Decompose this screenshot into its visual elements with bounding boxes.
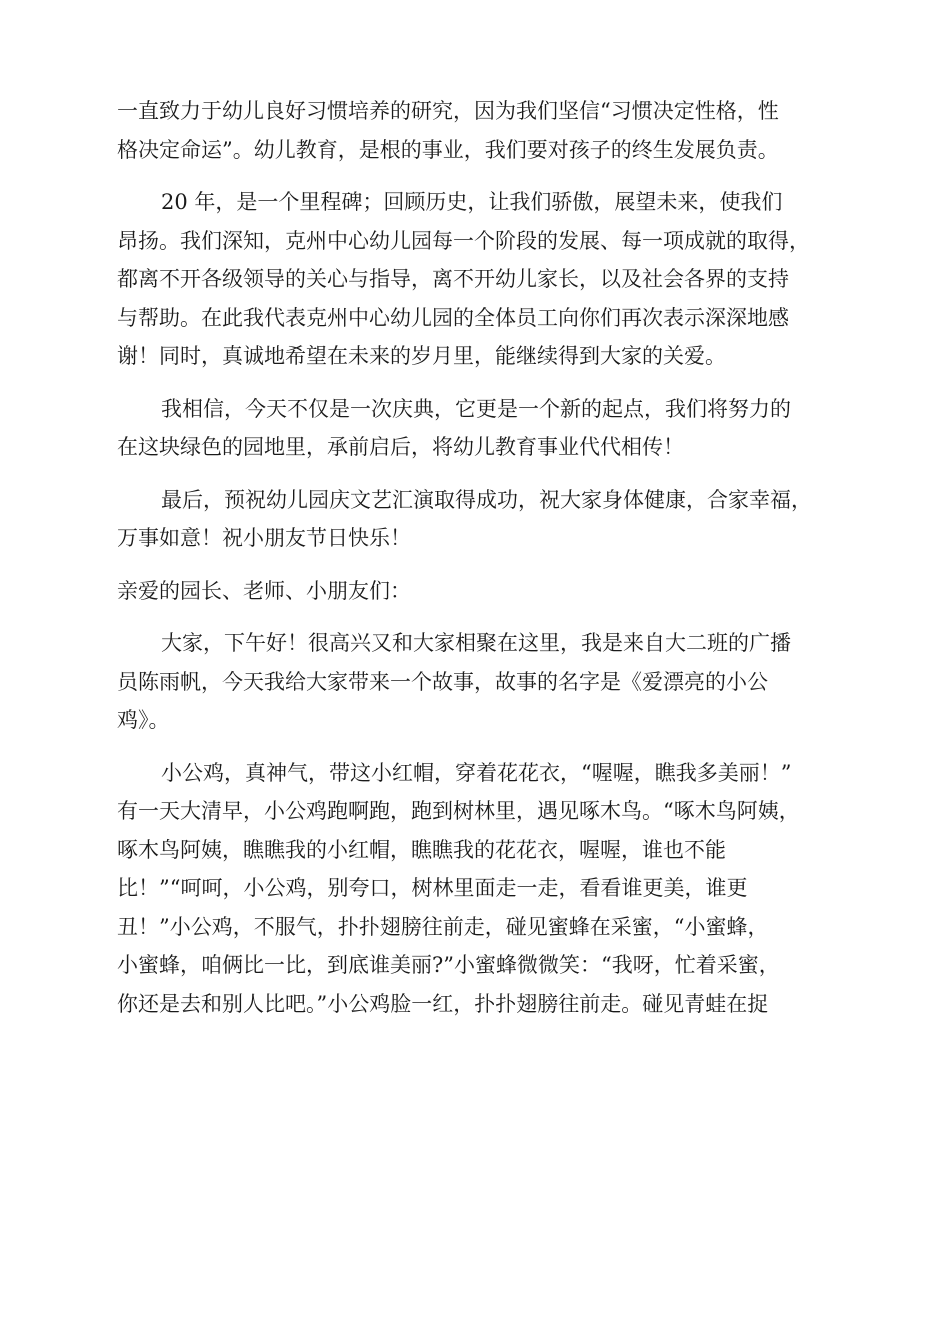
- text-line: 小公鸡，真神气，带这小红帽，穿着花花衣，“喔喔，瞧我多美丽！”: [161, 760, 792, 785]
- text-line: 昂扬。我们深知，克州中心幼儿园每一个阶段的发展、每一项成就的取得，: [117, 228, 810, 253]
- text-line: 小蜜蜂，咱俩比一比，到底谁美丽?”小蜜蜂微微笑：“我呀，忙着采蜜，: [117, 953, 780, 977]
- text-line: 格决定命运”。幼儿教育，是根的事业，我们要对孩子的终生发展负责。: [117, 137, 779, 162]
- text-line: 员陈雨帆，今天我给大家带来一个故事，故事的名字是《爱漂亮的小公: [117, 669, 768, 694]
- text-line: 一直致力于幼儿良好习惯培养的研究，因为我们坚信“习惯决定性格，性: [117, 99, 779, 123]
- text-line: 谢！同时，真诚地希望在未来的岁月里，能继续得到大家的关爱。: [117, 344, 726, 368]
- text-line: 有一天大清早，小公鸡跑啊跑，跑到树林里，遇见啄木鸟。“啄木鸟阿姨，: [117, 799, 800, 823]
- text-line: 在这块绿色的园地里，承前启后，将幼儿教育事业代代相传！: [117, 435, 684, 459]
- text-line: 我相信，今天不仅是一次庆典，它更是一个新的起点，我们将努力的: [161, 396, 791, 421]
- paragraph: [117, 754, 833, 1024]
- paragraph: [117, 624, 833, 740]
- text-line: 亲爱的园长、老师、小朋友们：: [117, 578, 411, 603]
- text-line: 你还是去和别人比吧。”小公鸡脸一红，扑扑翅膀往前走。碰见青蛙在捉: [117, 991, 769, 1016]
- text-line: 20 年，是一个里程碑；回顾历史，让我们骄傲，展望未来，使我们: [161, 190, 783, 214]
- text-line: 与帮助。在此我代表克州中心幼儿园的全体员工向你们再次表示深深地感: [117, 305, 789, 330]
- text-line: 丑！”小公鸡，不服气，扑扑翅膀往前走，碰见蜜蜂在采蜜，“小蜜蜂，: [117, 914, 769, 939]
- text-line: 大家，下午好！很高兴又和大家相聚在这里，我是来自大二班的广播: [161, 631, 791, 655]
- text-line: 啄木鸟阿姨，瞧瞧我的小红帽，瞧瞧我的花花衣，喔喔，谁也不能: [117, 837, 726, 862]
- paragraph: [117, 183, 833, 376]
- text-line: 鸡》。: [117, 708, 170, 732]
- paragraph: [117, 390, 833, 467]
- paragraph: [117, 92, 833, 169]
- text-line: 最后，预祝幼儿园庆文艺汇演取得成功，祝大家身体健康，合家幸福，: [161, 487, 812, 512]
- paragraph: [117, 572, 833, 611]
- text-line: 都离不开各级领导的关心与指导，离不开幼儿家长，以及社会各界的支持: [117, 267, 789, 291]
- paragraph: [117, 481, 833, 558]
- text-line: 万事如意！祝小朋友节日快乐！: [117, 526, 411, 550]
- document-body: [117, 92, 833, 1037]
- text-line: 比！”“呵呵，小公鸡，别夸口，树林里面走一走，看看谁更美，谁更: [117, 876, 748, 900]
